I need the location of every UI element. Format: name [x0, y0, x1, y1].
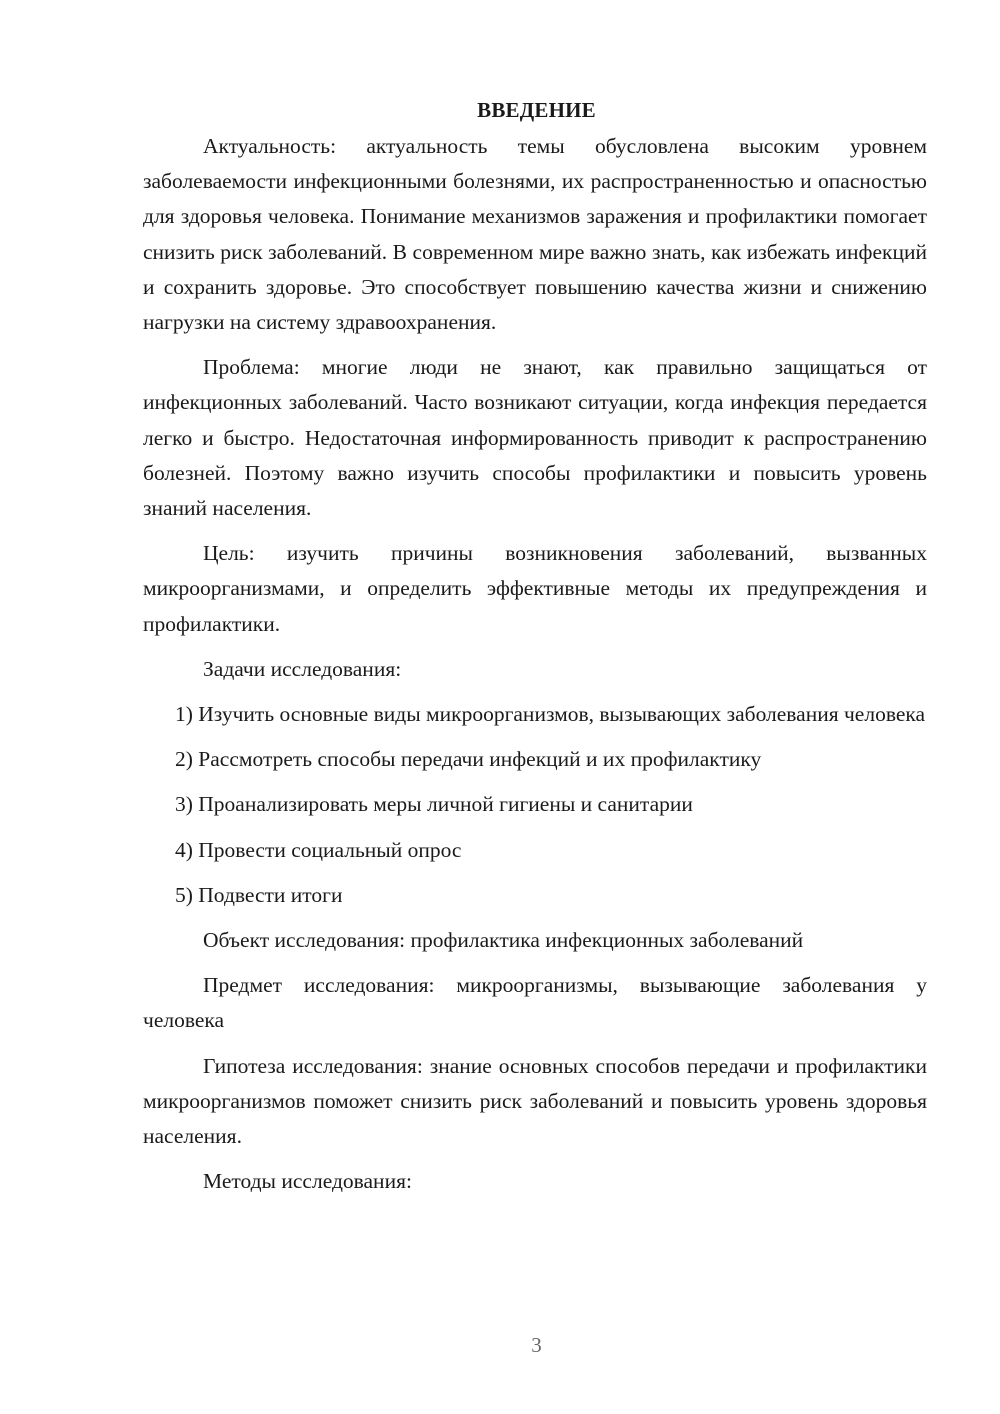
task-item-2: 2) Рассмотреть способы передачи инфекций и их профилактику	[175, 747, 762, 772]
task-item-4: 4) Провести социальный опрос	[175, 837, 462, 862]
object-paragraph: Объект исследования: профилактика инфекционных заболеваний	[203, 928, 804, 953]
hypothesis-paragraph: Гипотеза исследования: знание основных способов передачи и профилактики микроорганизмов поможет снизить риск заболеваний и повысить уровень здоровья населения.	[143, 1053, 927, 1149]
task-item-1: 1) Изучить основные виды микроорганизмов, вызывающих заболевания человека	[175, 702, 926, 727]
goal-paragraph: Цель: изучить причины возникновения заболеваний, вызванных микроорганизмами, и определить эффективные методы их предупреждения и профилактики.	[143, 541, 927, 636]
problem-paragraph: Проблема: многие люди не знают, как правильно защищаться от инфекционных заболеваний. Часто возникают ситуации, когда инфекция передается легко и быстро. Недостаточная информированность приводит к распространению болезней. Поэтому важно изучить способы профилактики и повысить уровень знаний населения.	[143, 355, 927, 521]
document-page	[143, 92, 927, 1209]
page-number: 3	[531, 1333, 542, 1357]
tasks-heading: Задачи исследования:	[203, 656, 402, 681]
task-item-5: 5) Подвести итоги	[175, 882, 343, 907]
task-item-3: 3) Проанализировать меры личной гигиены и санитарии	[175, 792, 693, 817]
relevance-paragraph: Актуальность: актуальность темы обусловлена высоким уровнем заболеваемости инфекционными болезнями, их распространенностью и опасностью для здоровья человека. Понимание механизмов заражения и профилактики помогает снизить риск заболеваний. В современном мире важно знать, как избежать инфекций и сохранить здоровье. Это способствует повышению качества жизни и снижению нагрузки на систему здравоохранения.	[143, 134, 927, 335]
subject-paragraph: Предмет исследования: микроорганизмы, вызывающие заболевания у человека	[143, 973, 927, 1033]
methods-heading: Методы исследования:	[203, 1169, 412, 1194]
section-title: ВВЕДЕНИЕ	[477, 98, 596, 122]
